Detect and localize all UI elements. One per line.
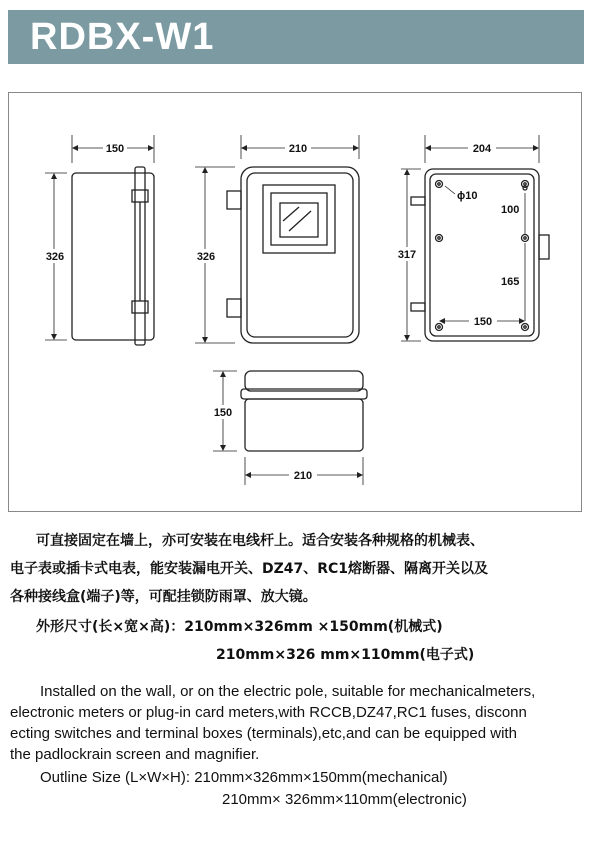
side-width-label: 150 (105, 143, 125, 155)
back-width-label: 204 (472, 143, 492, 155)
drawing-svg (9, 93, 583, 513)
en-size2: 210mm× 326mm×110mm(electronic) (222, 791, 467, 808)
front-view (195, 135, 359, 343)
title-banner (8, 10, 584, 64)
en-description-line3: ecting switches and terminal boxes (terminals),etc,and can be equipped with (10, 725, 517, 742)
top-view (213, 371, 367, 485)
cn-size1: 210mm×326mm ×150mm(机械式) (184, 619, 443, 635)
front-width-label: 210 (288, 143, 308, 155)
en-description-line4: the padlockrain screen and magnifier. (10, 746, 260, 763)
technical-drawing (8, 92, 582, 512)
cn-description-line1: 可直接固定在墙上，亦可安装在电线杆上。适合安装各种规格的机械表、 (36, 533, 484, 549)
en-description-line1: Installed on the wall, or on the electric pole, suitable for mechanicalmeters, (40, 683, 536, 700)
en-size-row1 (40, 768, 448, 788)
back-height-label: 317 (397, 249, 417, 261)
back-view (401, 135, 549, 341)
en-size1: 210mm×326mm×150mm(mechanical) (194, 769, 448, 786)
cn-size-label: 外形尺寸(长×宽×高)： (36, 619, 185, 635)
side-view (45, 135, 154, 345)
en-size-label: Outline Size (L×W×H): (40, 769, 195, 786)
product-title: RDBX-W1 (30, 16, 215, 58)
hole-spacing-v1-label: 100 (501, 204, 520, 216)
hole-spacing-v2-label: 165 (501, 276, 520, 288)
en-description-line2: electronic meters or plug-in card meters,with RCCB,DZ47,RC1 fuses, disconn (10, 704, 527, 721)
top-width-label: 210 (293, 470, 313, 482)
top-depth-label: 150 (213, 407, 233, 419)
hole-spacing-h-label: 150 (473, 316, 493, 328)
hole-diameter-label: ϕ10 (457, 190, 478, 202)
front-height-label: 326 (196, 251, 216, 263)
cn-size2: 210mm×326 mm×110mm(电子式) (216, 647, 475, 663)
cn-description-line2: 电子表或插卡式电表，能安装漏电开关、DZ47、RC1熔断器、隔离开关以及 (10, 561, 489, 577)
side-height-label: 326 (45, 251, 65, 263)
cn-description-line3: 各种接线盒(端子)等，可配挂锁防雨罩、放大镜。 (10, 589, 317, 605)
cn-size-row1 (36, 616, 443, 638)
